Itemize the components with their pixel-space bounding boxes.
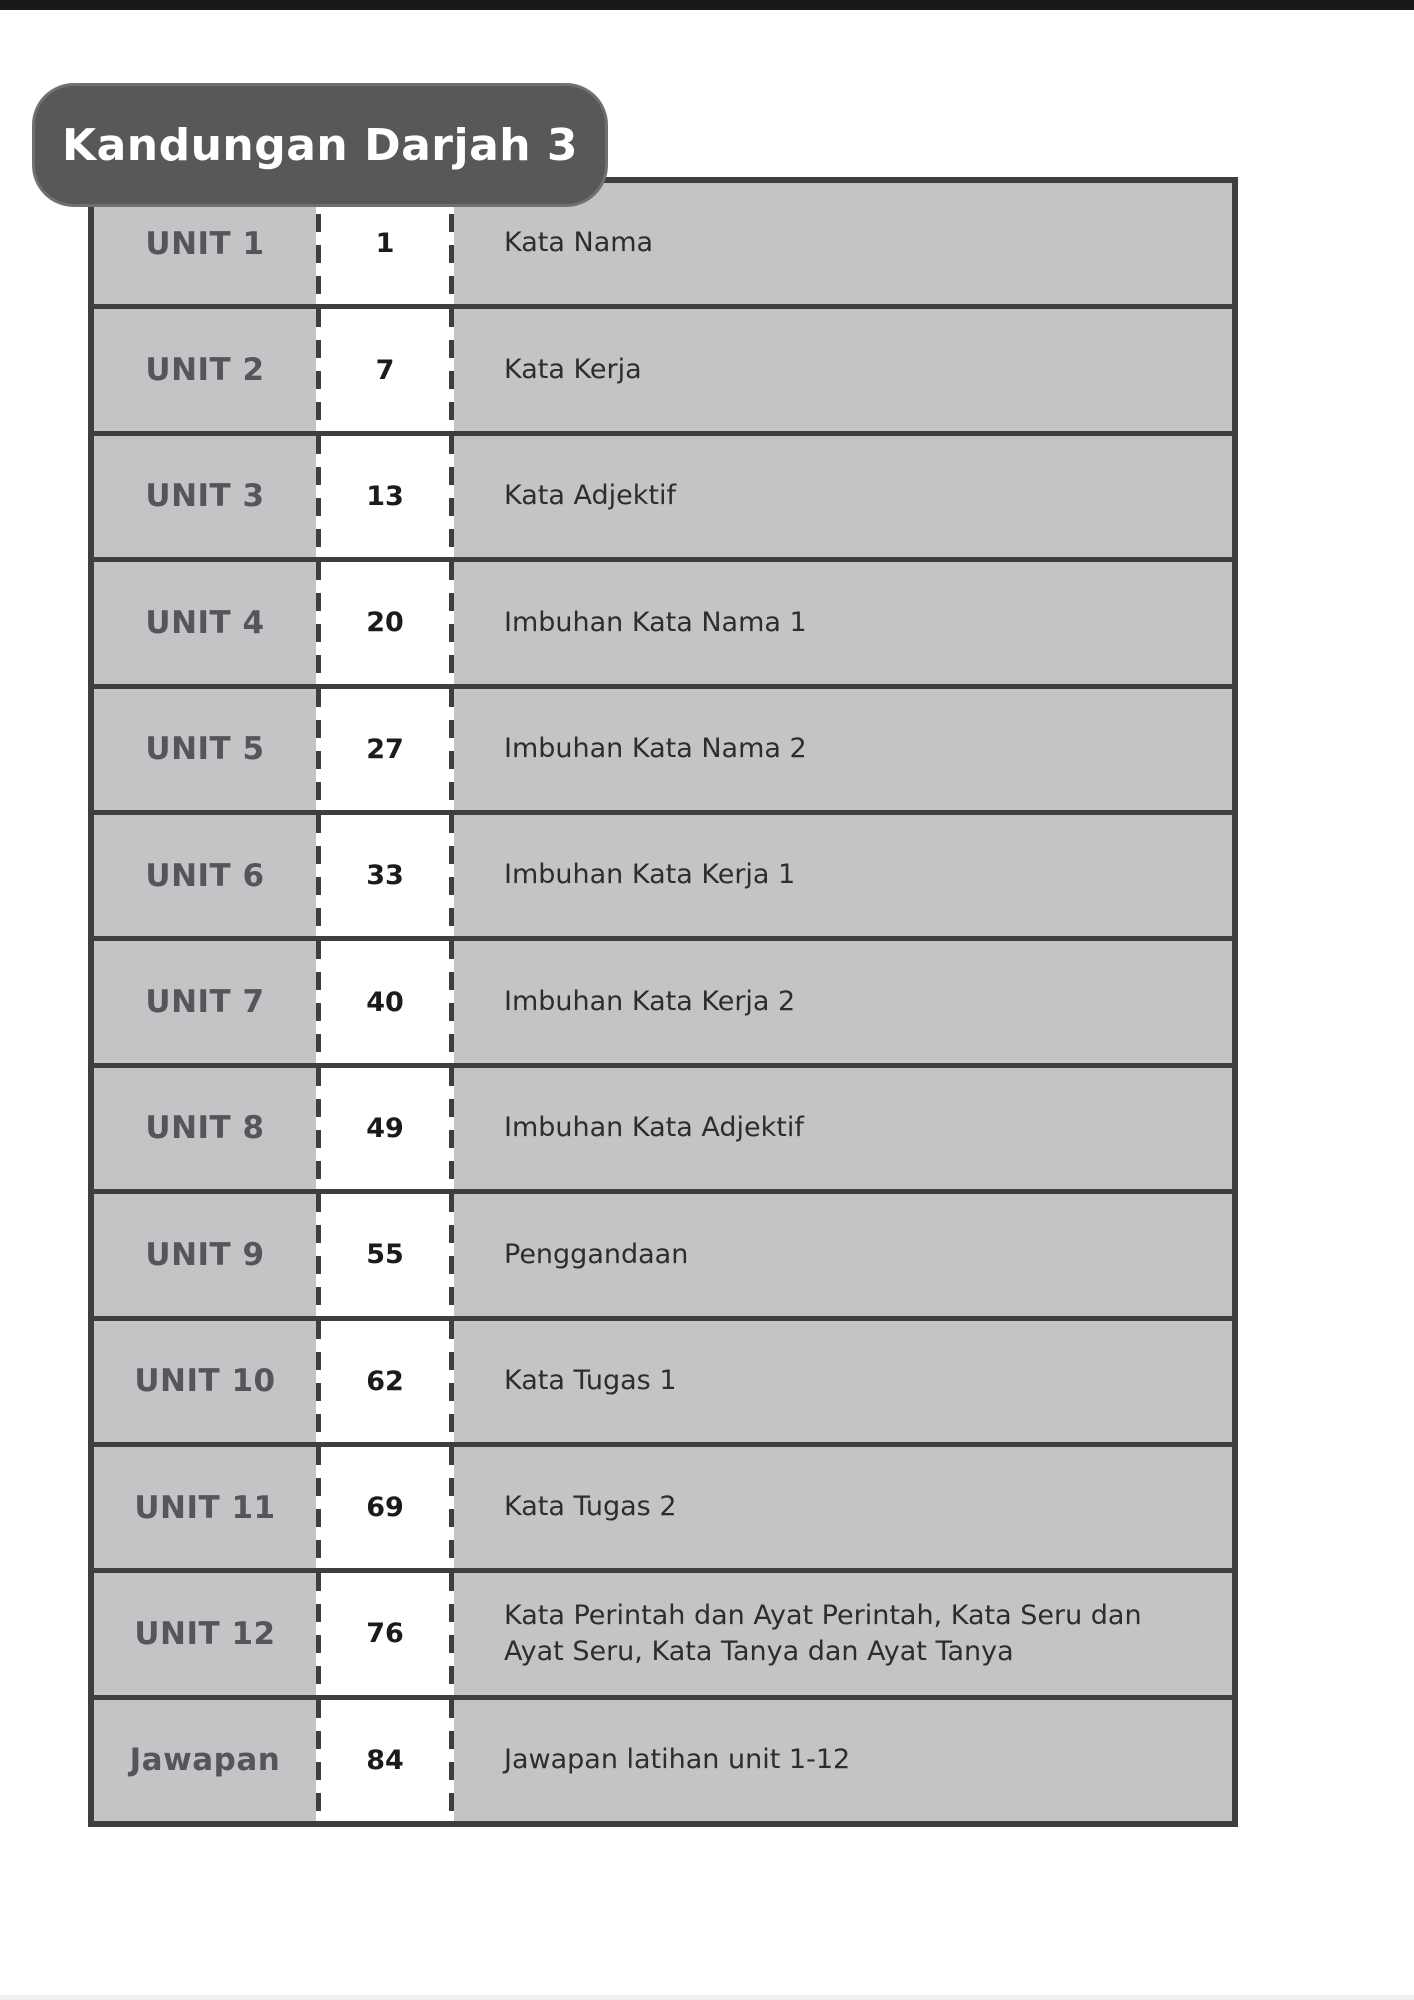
unit-label: UNIT 8	[145, 1110, 265, 1147]
page-number: 1	[316, 183, 454, 304]
page-number: 76	[316, 1573, 454, 1694]
page-number: 13	[316, 436, 454, 557]
topic-label: Kata Tugas 2	[504, 1491, 677, 1523]
topic-label: Jawapan latihan unit 1-12	[504, 1744, 851, 1776]
bottom-strip	[0, 1995, 1414, 2000]
unit-label: UNIT 9	[145, 1236, 265, 1273]
topic-label: Kata Perintah dan Ayat Perintah, Kata Seru dan Ayat Seru, Kata Tanya dan Ayat Tanya	[504, 1599, 1142, 1667]
unit-label: UNIT 2	[145, 352, 265, 389]
unit-label: UNIT 7	[145, 984, 265, 1021]
topic-label: Penggandaan	[504, 1238, 689, 1270]
unit-label: UNIT 4	[145, 604, 265, 641]
table-row	[94, 557, 1232, 683]
page-number: 62	[316, 1321, 454, 1442]
page-number: 69	[316, 1447, 454, 1568]
table-row	[94, 431, 1232, 557]
page-number: 55	[316, 1194, 454, 1315]
page-number: 84	[316, 1700, 454, 1821]
contents-table	[88, 177, 1238, 1827]
page-number: 49	[316, 1068, 454, 1189]
page-number: 20	[316, 562, 454, 683]
unit-label: UNIT 1	[145, 225, 265, 262]
page-number: 27	[316, 689, 454, 810]
topic-label: Imbuhan Kata Adjektif	[504, 1112, 804, 1144]
table-row	[94, 1442, 1232, 1568]
table-row	[94, 1189, 1232, 1315]
page-title: Kandungan Darjah 3	[61, 119, 579, 171]
topic-label: Kata Kerja	[504, 353, 642, 385]
unit-label: Jawapan	[129, 1742, 281, 1779]
page-number: 33	[316, 815, 454, 936]
table-row	[94, 684, 1232, 810]
topic-label: Imbuhan Kata Nama 2	[504, 733, 807, 765]
table-row	[94, 810, 1232, 936]
topic-label: Kata Tugas 1	[504, 1364, 677, 1396]
unit-label: UNIT 12	[134, 1615, 276, 1652]
table-row	[94, 1316, 1232, 1442]
unit-label: UNIT 10	[134, 1363, 276, 1400]
unit-label: UNIT 5	[145, 731, 265, 768]
topic-label: Kata Adjektif	[504, 480, 676, 512]
unit-label: UNIT 6	[145, 857, 265, 894]
table-row	[94, 1568, 1232, 1694]
contents-title-banner	[32, 83, 608, 207]
unit-label: UNIT 11	[134, 1489, 276, 1526]
topic-label: Imbuhan Kata Kerja 2	[504, 985, 796, 1017]
page-number: 40	[316, 941, 454, 1062]
top-black-bar	[0, 0, 1414, 10]
table-row	[94, 1695, 1232, 1821]
topic-label: Imbuhan Kata Kerja 1	[504, 859, 796, 891]
topic-label: Imbuhan Kata Nama 1	[504, 606, 807, 638]
topic-label: Kata Nama	[504, 227, 654, 259]
table-row	[94, 936, 1232, 1062]
table-row	[94, 1063, 1232, 1189]
unit-label: UNIT 3	[145, 478, 265, 515]
table-row	[94, 304, 1232, 430]
page-number: 7	[316, 309, 454, 430]
